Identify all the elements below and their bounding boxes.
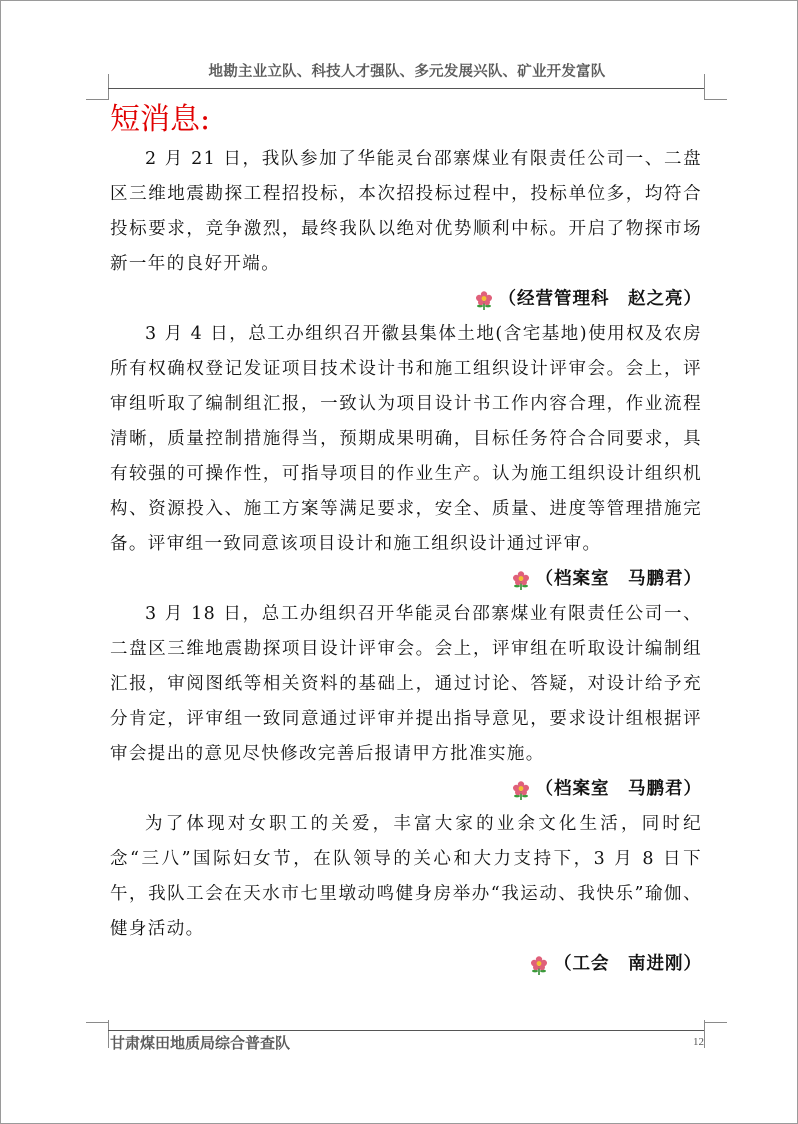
flower-icon — [510, 569, 532, 591]
crop-mark — [704, 1020, 705, 1048]
news-byline — [110, 562, 702, 597]
crop-mark — [108, 74, 109, 100]
crop-mark — [704, 74, 705, 100]
news-body: 3 月 18 日，总工办组织召开华能灵台邵寨煤业有限责任公司一、二盘区三维地震勘探项目设计评审会。会上，评审组在听取设计编制组汇报，审阅图纸等相关资料的基础上，通过讨论、答疑，对设计给予充分肯定，评审组一致同意通过评审并提出指导意见，要求设计组根据评审会提出的意见尽快修改完善后报请甲方批准实施。 — [110, 604, 702, 764]
flower-icon — [528, 954, 550, 976]
byline-text: （工会 南进刚） — [554, 954, 702, 974]
page-number: 12 — [693, 1036, 704, 1048]
footer-rule — [108, 1030, 704, 1031]
news-item — [110, 142, 702, 317]
footer-org: 甘肃煤田地质局综合普查队 — [110, 1034, 291, 1052]
byline-text: （档案室 马鹏君） — [535, 779, 702, 799]
crop-mark — [705, 99, 727, 100]
news-byline — [110, 282, 702, 317]
byline-text: （经营管理科 赵之亮） — [498, 289, 702, 309]
crop-mark — [108, 1020, 109, 1048]
crop-mark — [705, 1022, 727, 1023]
flower-icon — [473, 289, 495, 311]
header-slogan: 地勘主业立队、科技人才强队、多元发展兴队、矿业开发富队 — [208, 63, 606, 80]
page-title: 短消息: — [110, 102, 211, 137]
news-item — [110, 807, 702, 982]
news-body: 3 月 4 日，总工办组织召开徽县集体土地(含宅基地)使用权及农房所有权确权登记发证项目技术设计书和施工组织设计评审会。会上，评审组听取了编制组汇报，一致认为项目设计书工作内容合理，作业流程清晰，质量控制措施得当，预期成果明确，目标任务符合合同要求，具有较强的可操作性，可指导项目的作业生产。认为施工组织设计组织机构、资源投入、施工方案等满足要求，安全、质量、进度等管理措施完备。评审组一致同意该项目设计和施工组织设计通过评审。 — [110, 324, 702, 554]
news-byline — [110, 772, 702, 807]
news-item — [110, 597, 702, 807]
news-byline — [110, 947, 702, 982]
news-body: 为了体现对女职工的关爱，丰富大家的业余文化生活，同时纪念“三八”国际妇女节，在队领导的关心和大力支持下，3 月 8 日下午，我队工会在天水市七里墩动鸣健身房举办“我运动、我快乐”瑜伽、健身活动。 — [110, 814, 702, 939]
news-list — [110, 142, 702, 982]
news-body: 2 月 21 日，我队参加了华能灵台邵寨煤业有限责任公司一、二盘区三维地震勘探工程招投标，本次招投标过程中，投标单位多，均符合投标要求，竞争激烈，最终我队以绝对优势顺利中标。开启了物探市场新一年的良好开端。 — [110, 149, 702, 274]
byline-text: （档案室 马鹏君） — [535, 569, 702, 589]
news-item — [110, 317, 702, 597]
header-rule — [108, 88, 704, 89]
crop-mark — [86, 1022, 108, 1023]
flower-icon — [510, 779, 532, 801]
crop-mark — [86, 99, 108, 100]
